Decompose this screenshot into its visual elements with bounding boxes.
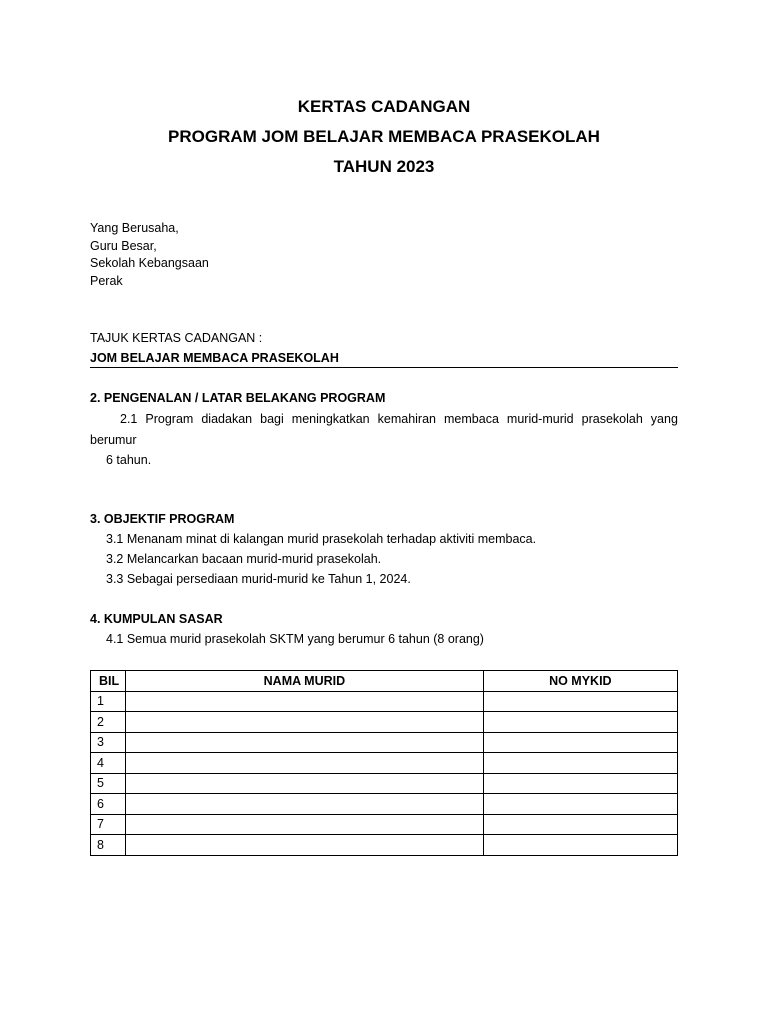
title-line-1: KERTAS CADANGAN: [297, 97, 471, 116]
table-row: [91, 712, 678, 733]
para-word: 2.1: [120, 412, 138, 426]
para-word: Program: [145, 412, 194, 426]
bil-cell: 3: [91, 732, 126, 753]
para-word: bagi: [260, 412, 284, 426]
bil-cell: 6: [91, 794, 126, 815]
mykid-cell[interactable]: [483, 732, 677, 753]
title-line-3: TAHUN 2023: [333, 157, 435, 176]
bil-cell: 2: [91, 712, 126, 733]
bil-cell: 4: [91, 753, 126, 774]
mykid-cell[interactable]: [483, 753, 677, 774]
nama-cell[interactable]: [126, 773, 484, 794]
table-row: [91, 835, 678, 856]
para-word: membaca: [444, 412, 499, 426]
address-line: Yang Berusaha,: [90, 221, 179, 235]
mykid-cell[interactable]: [483, 794, 677, 815]
section-2-paragraph-line-2: berumur: [90, 433, 137, 447]
para-word: meningkatkan: [291, 412, 370, 426]
title-line-2: PROGRAM JOM BELAJAR MEMBACA PRASEKOLAH: [168, 127, 600, 146]
header-bil: BIL: [91, 671, 126, 692]
table-row: [91, 732, 678, 753]
table-row: [91, 691, 678, 712]
objective-item: 3.2 Melancarkan bacaan murid-murid prasekolah.: [106, 552, 382, 566]
nama-cell[interactable]: [126, 835, 484, 856]
table-row: [91, 794, 678, 815]
para-word: yang: [650, 412, 678, 426]
tajuk-label: TAJUK KERTAS CADANGAN :: [90, 331, 263, 345]
nama-cell[interactable]: [126, 732, 484, 753]
nama-cell[interactable]: [126, 712, 484, 733]
nama-cell[interactable]: [126, 814, 484, 835]
target-group-item: 4.1 Semua murid prasekolah SKTM yang berumur 6 tahun (8 orang): [106, 632, 484, 646]
tajuk-value: JOM BELAJAR MEMBACA PRASEKOLAH: [90, 351, 678, 368]
mykid-cell[interactable]: [483, 773, 677, 794]
nama-cell[interactable]: [126, 691, 484, 712]
nama-cell[interactable]: [126, 794, 484, 815]
header-nama-murid: NAMA MURID: [126, 671, 484, 692]
table-row: [91, 773, 678, 794]
mykid-cell[interactable]: [483, 691, 677, 712]
mykid-cell[interactable]: [483, 814, 677, 835]
address-line: Sekolah Kebangsaan: [90, 256, 209, 270]
mykid-cell[interactable]: [483, 835, 677, 856]
section-3-heading: 3. OBJEKTIF PROGRAM: [90, 512, 235, 526]
table-row: [91, 814, 678, 835]
objective-item: 3.3 Sebagai persediaan murid-murid ke Tahun 1, 2024.: [106, 572, 411, 586]
address-line: Guru Besar,: [90, 238, 157, 253]
para-word: murid-murid: [506, 412, 574, 426]
bil-cell: 1: [91, 691, 126, 712]
table-row: [91, 753, 678, 774]
objective-item: 3.1 Menanam minat di kalangan murid prasekolah terhadap aktiviti membaca.: [106, 532, 537, 546]
bil-cell: 5: [91, 773, 126, 794]
para-word: kemahiran: [377, 412, 436, 426]
section-4-heading: 4. KUMPULAN SASAR: [90, 612, 223, 626]
section-2-paragraph-line-3: 6 tahun.: [106, 453, 152, 467]
mykid-cell[interactable]: [483, 712, 677, 733]
address-line: Perak: [90, 273, 123, 288]
nama-cell[interactable]: [126, 753, 484, 774]
header-no-mykid: NO MYKID: [483, 671, 677, 692]
bil-cell: 7: [91, 814, 126, 835]
section-2-heading: 2. PENGENALAN / LATAR BELAKANG PROGRAM: [90, 391, 386, 405]
para-word: diadakan: [201, 412, 253, 426]
para-word: prasekolah: [581, 412, 643, 426]
table-header-row: [91, 671, 678, 692]
student-table: [90, 670, 678, 856]
document-title: [0, 92, 768, 182]
section-2-paragraph-line-1: [90, 412, 678, 426]
bil-cell: 8: [91, 835, 126, 856]
address-block: [90, 220, 209, 290]
